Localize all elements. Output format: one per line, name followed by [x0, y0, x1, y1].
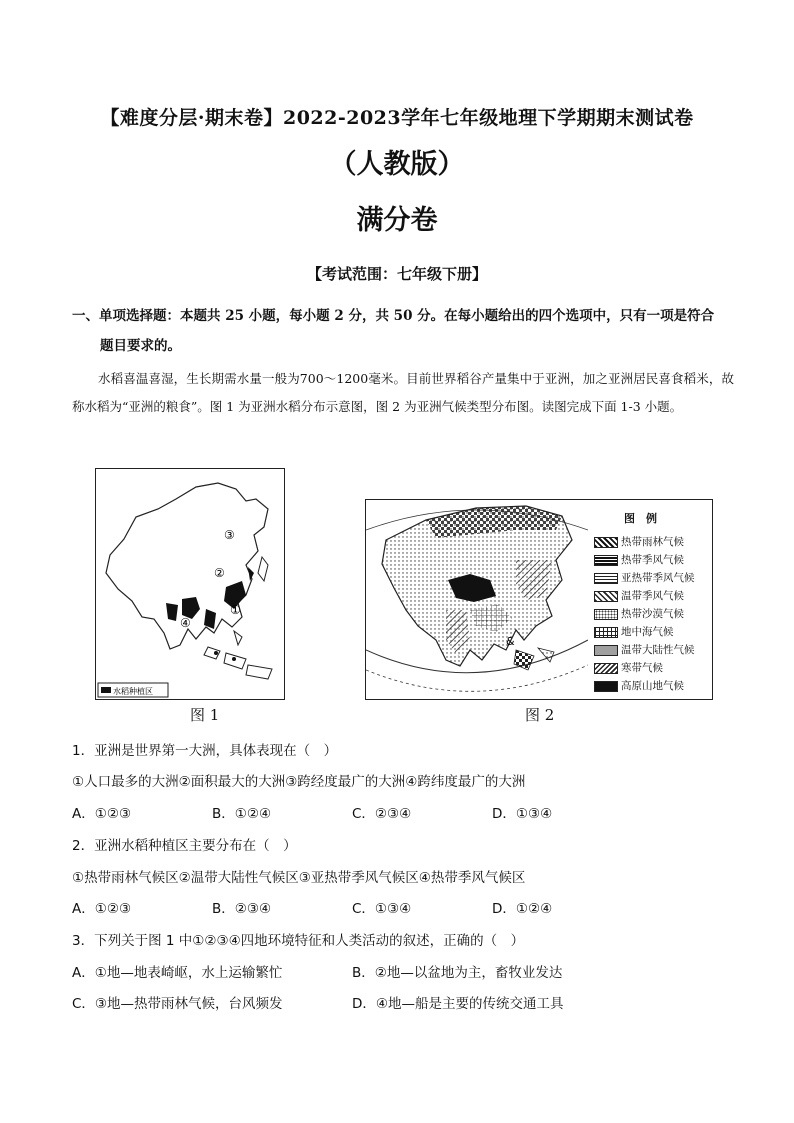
legend-item — [594, 678, 684, 693]
legend-item — [594, 624, 674, 639]
legend-swatch — [594, 663, 618, 674]
figure-1-rice-map — [95, 468, 285, 700]
section-heading-line2: 题目要求的。 — [100, 338, 181, 354]
legend-label: 温带大陆性气候 — [621, 644, 695, 656]
question-1-option-b[interactable]: B．①②④ — [212, 806, 272, 822]
map-marker-4: ④ — [180, 616, 191, 630]
question-1-option-d[interactable]: D．①③④ — [492, 806, 553, 822]
question-3-option-c[interactable]: C．③地—热带雨林气候，台风频发 — [72, 996, 283, 1012]
question-3-option-a[interactable]: A．①地—地表崎岖，水上运输繁忙 — [72, 965, 283, 981]
legend-swatch — [594, 681, 618, 692]
question-2-items: ①热带雨林气候区②温带大陆性气候区③亚热带季风气候区④热带季风气候区 — [72, 870, 526, 886]
question-1-option-c[interactable]: C．②③④ — [352, 806, 412, 822]
legend-label: 温带季风气候 — [621, 590, 684, 602]
legend-item — [594, 660, 663, 675]
legend-label: 热带季风气候 — [621, 554, 684, 566]
map-marker-2: ② — [214, 566, 225, 580]
exam-level: 满分卷 — [356, 205, 438, 236]
exam-title: 【难度分层·期末卷】2022-2023学年七年级地理下学期期末测试卷 — [100, 107, 694, 129]
legend-label: 寒带气候 — [621, 662, 663, 674]
section-heading-line1: 一、单项选择题：本题共 25 小题，每小题 2 分，共 50 分。在每小题给出的四个选项中，只有一项是符合 — [72, 308, 715, 324]
asia-climate-map — [366, 500, 588, 699]
question-2-stem: 2．亚洲水稻种植区主要分布在（ ） — [72, 838, 297, 854]
figure-1-caption: 图 1 — [190, 706, 220, 724]
legend-item — [594, 642, 695, 657]
map-marker-3: ③ — [224, 528, 235, 542]
legend-swatch — [594, 537, 618, 548]
legend-label: 高原山地气候 — [621, 680, 684, 692]
exam-edition: （人教版） — [329, 149, 465, 180]
legend-swatch — [594, 555, 618, 566]
asia-rice-map — [96, 469, 284, 699]
legend-swatch — [594, 645, 618, 656]
legend-label: 热带雨林气候 — [621, 536, 684, 548]
map-marker-1: ① — [230, 603, 241, 617]
svg-text:&: & — [506, 635, 515, 648]
question-2-option-b[interactable]: B．②③④ — [212, 901, 272, 917]
legend-label: 地中海气候 — [621, 626, 674, 638]
legend-swatch — [594, 573, 618, 584]
question-2-option-a[interactable]: A．①②③ — [72, 901, 132, 917]
reading-passage: 水稻喜温喜湿，生长期需水量一般为700～1200毫米。目前世界稻谷产量集中于亚洲，加之亚洲居民喜食稻米，故称水稻为“亚洲的粮食”。图 1 为亚洲水稻分布示意图，图 2 为亚洲气候类型分布图。读图完成下面 1-3 小题。 — [72, 371, 734, 414]
legend-item — [594, 588, 684, 603]
figure-2-climate-map — [365, 499, 713, 700]
legend-item — [594, 534, 684, 549]
question-3-stem: 3．下列关于图 1 中①②③④四地环境特征和人类活动的叙述，正确的（ ） — [72, 933, 525, 949]
legend-item — [594, 570, 695, 585]
question-2-option-d[interactable]: D．①②④ — [492, 901, 553, 917]
exam-scope: 【考试范围：七年级下册】 — [306, 265, 487, 283]
legend-swatch — [594, 591, 618, 602]
legend-label: 热带沙漠气候 — [621, 608, 684, 620]
question-1-stem: 1．亚洲是世界第一大洲，具体表现在（ ） — [72, 743, 338, 759]
legend-item — [594, 552, 684, 567]
section-heading — [72, 301, 732, 361]
question-1-option-a[interactable]: A．①②③ — [72, 806, 132, 822]
legend-swatch — [594, 609, 618, 620]
legend-label: 亚热带季风气候 — [621, 572, 695, 584]
question-1-items: ①人口最多的大洲②面积最大的大洲③跨经度最广的大洲④跨纬度最广的大洲 — [72, 774, 526, 790]
legend-item — [594, 606, 684, 621]
figure-2-caption: 图 2 — [525, 706, 555, 724]
climate-legend-title: 图 例 — [624, 512, 657, 525]
rice-legend-label: 水稻种植区 — [113, 687, 153, 696]
question-2-option-c[interactable]: C．①③④ — [352, 901, 412, 917]
question-3-option-b[interactable]: B．②地—以盆地为主，畜牧业发达 — [352, 965, 563, 981]
legend-swatch — [594, 627, 618, 638]
question-3-option-d[interactable]: D．④地—船是主要的传统交通工具 — [352, 996, 564, 1012]
